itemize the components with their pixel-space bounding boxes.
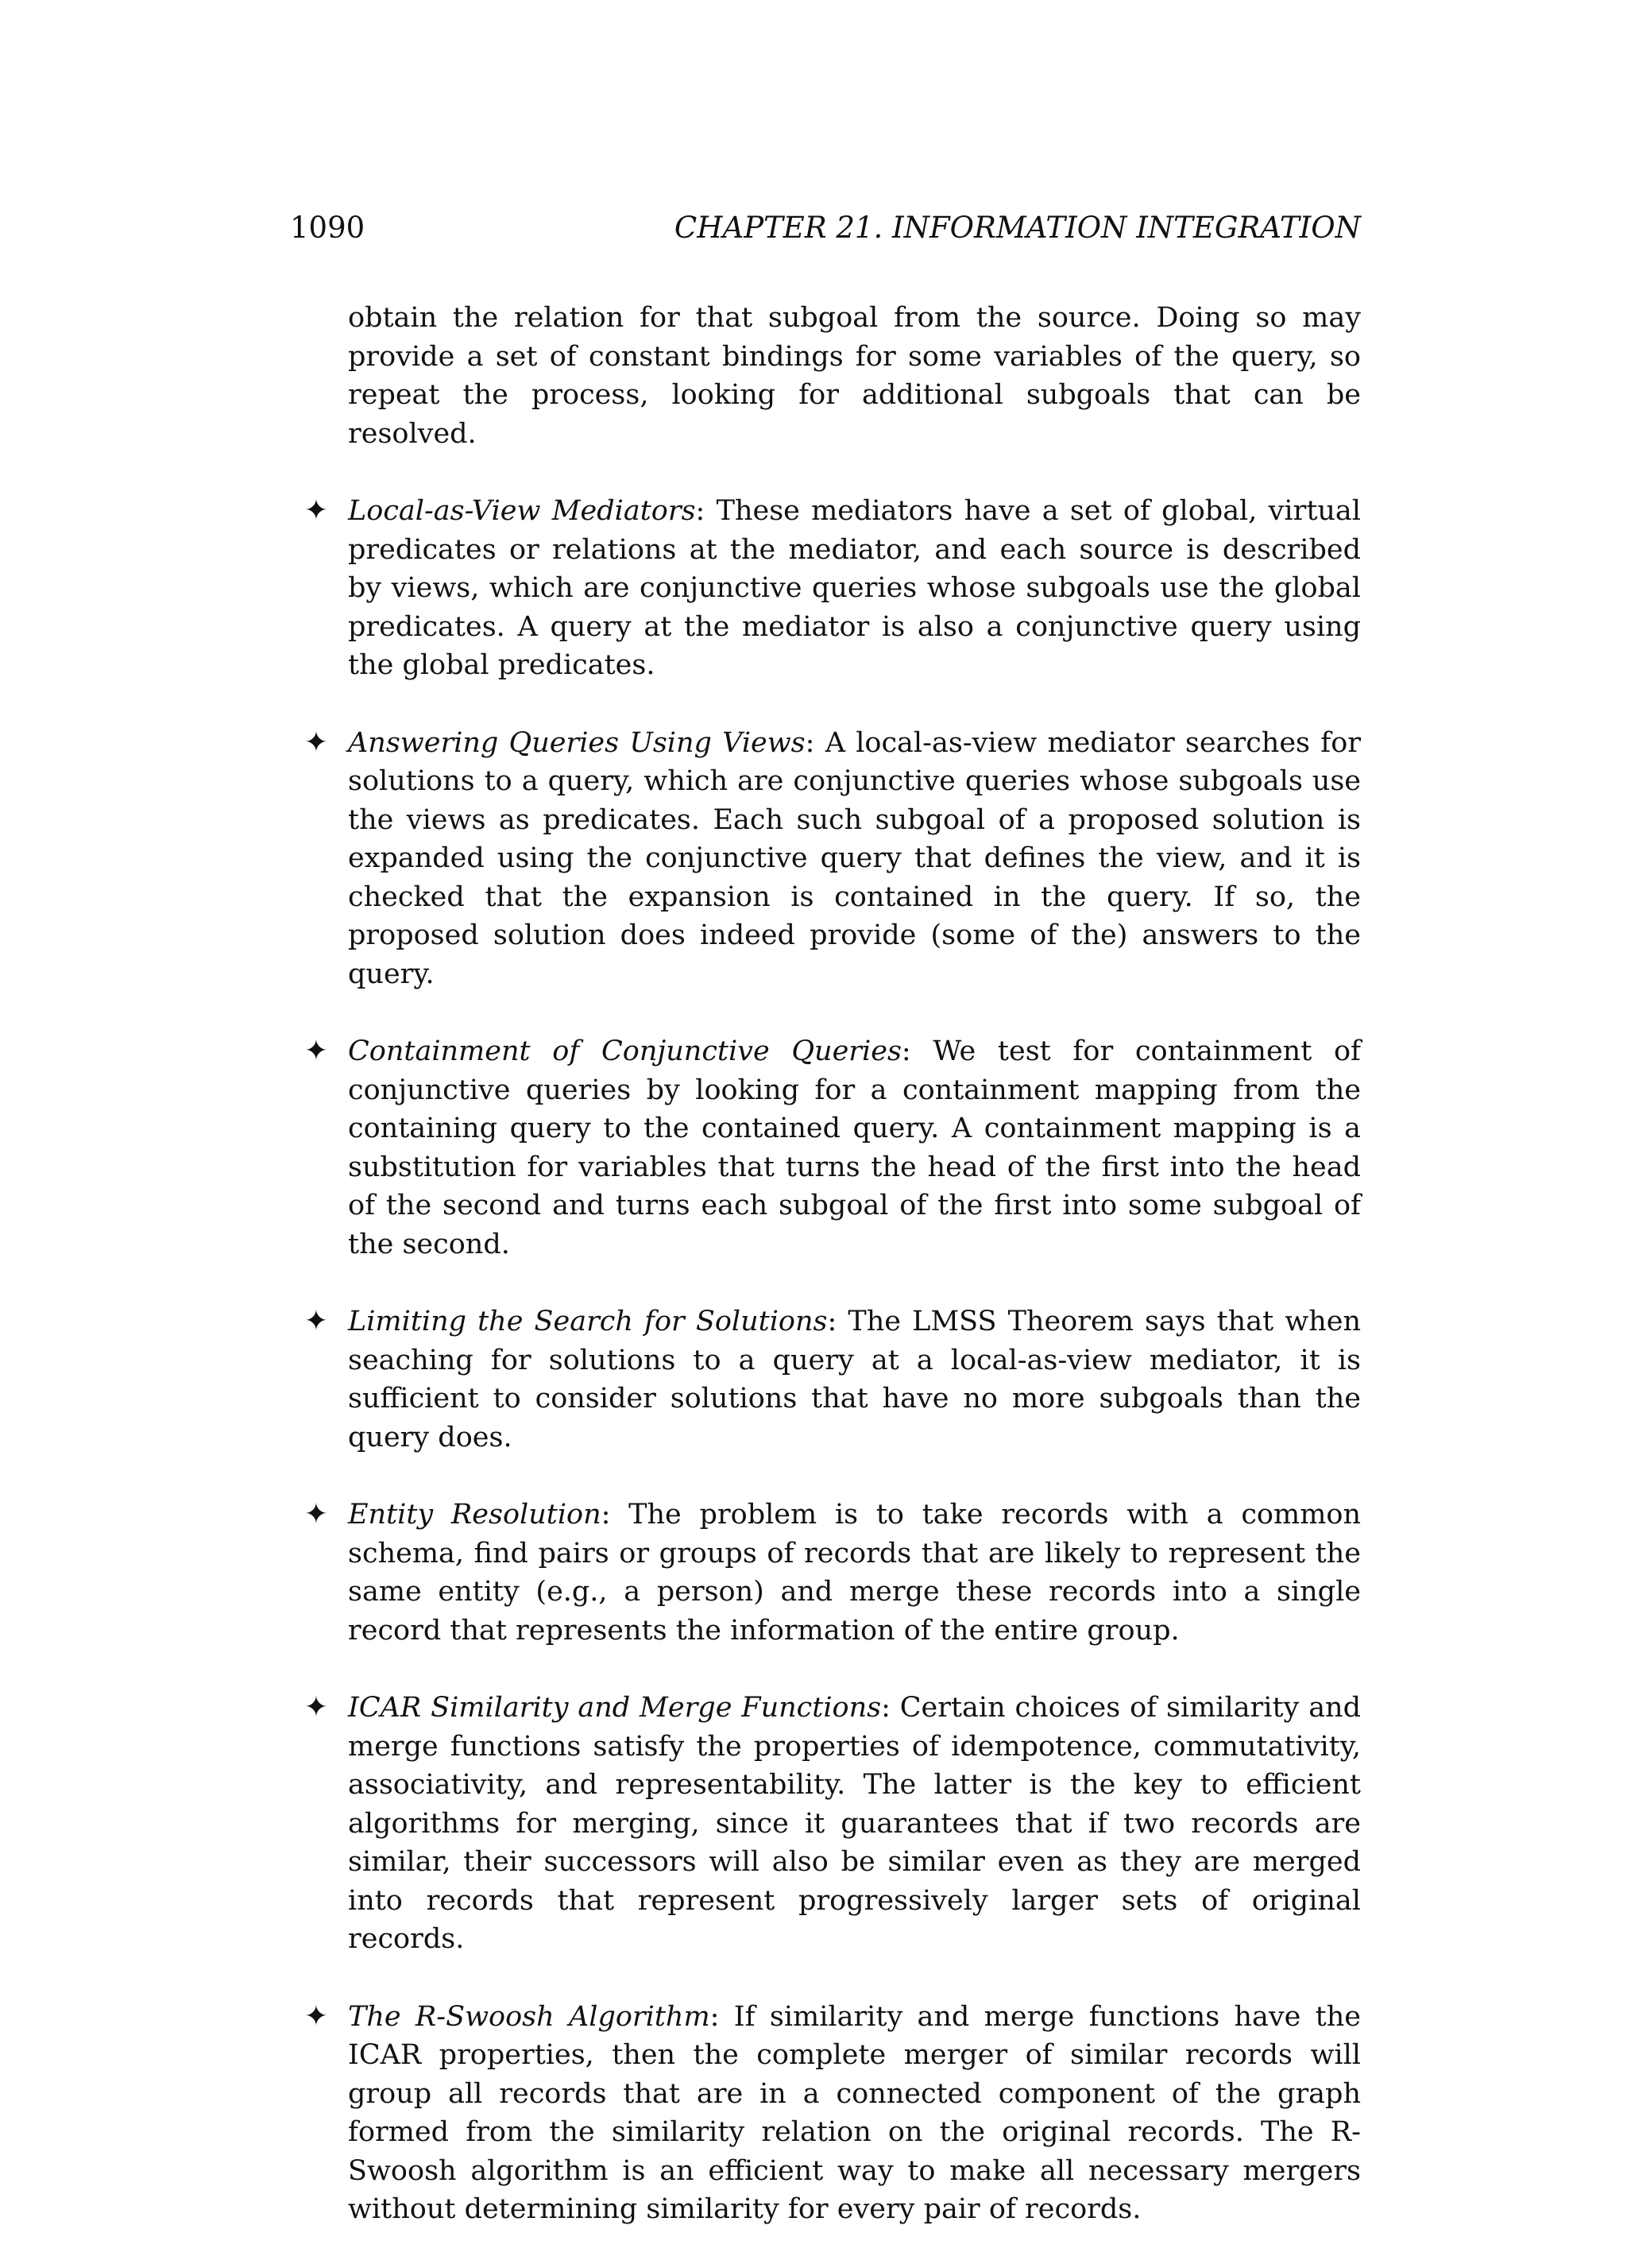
item-text: We test for containment of conjunctive queries by looking for a containment mapping from the containing query to the contained query. A containment mapping is a substitution for variables that turns the head of the first into the head of the second and turns each subgoal of the first into some subgoal of the second. — [348, 1035, 1361, 1260]
item-text: These mediators have a set of global, virtual predicates or relations at the mediator, and each source is described by views, which are conjunctive queries whose subgoals use the global predicates. A query at the mediator is also a conjunctive query using the global predicates. — [348, 495, 1361, 681]
star-bullet-icon: ✦ — [303, 1498, 329, 1531]
summary-content — [303, 299, 1362, 2268]
item-term: ICAR Similarity and Merge Functions — [348, 1692, 882, 1724]
star-bullet-icon: ✦ — [303, 1305, 329, 1337]
item-text: A local-as-view mediator searches for solutions to a query, which are conjunctive queries whose subgoals use the views as predicates. Each such subgoal of a proposed solution is expanded using the conjunctive query that defines the view, and it is checked that the expansion is contained in the query. If so, the proposed solution does indeed provide (some of the) answers to the query. — [348, 726, 1362, 990]
star-bullet-icon: ✦ — [303, 1999, 329, 2033]
item-term: Containment of Conjunctive Queries — [348, 1035, 902, 1067]
item-term: Limiting the Search for Solutions — [348, 1306, 828, 1337]
page-number: 1090 — [290, 211, 365, 245]
summary-item-local-as-view-mediators: ✦ Local-as-View Mediators: These mediators have a set of global, virtual predicates or relations at the mediator, and each source is described by views, which are conjunctive queries whose subgoals use the global predicates. A query at the mediator is also a conjunctive query using the global predicates. — [348, 492, 1361, 685]
item-term: Answering Queries Using Views — [348, 726, 806, 759]
star-bullet-icon: ✦ — [303, 1035, 329, 1067]
summary-item-entity-resolution: ✦ Entity Resolution: The problem is to take records with a common schema, find pairs or groups of records that are likely to represent the same entity (e.g., a person) and merge these records into a single record that represents the information of the entire group. — [348, 1496, 1361, 1650]
summary-item-r-swoosh-algorithm: ✦ The R-Swoosh Algorithm: If similarity and merge functions have the ICAR properties, then the complete merger of similar records will group all records that are in a connected component of the graph formed from the similarity relation on the original records. The R-Swoosh algorithm is an efficient way to make all necessary mergers without determining similarity for every pair of records. — [348, 1998, 1361, 2229]
item-text: Certain choices of similarity and merge functions satisfy the properties of idempotence, commutativity, associativity, and representability. The latter is the key to efficient algorithms for merging, since it guarantees that if two records are similar, their successors will also be similar even as they are merged into records that represent progressively larger sets of original records. — [348, 1692, 1362, 1955]
star-bullet-icon: ✦ — [303, 1691, 329, 1724]
item-term: The R-Swoosh Algorithm — [348, 2000, 710, 2033]
summary-item-limiting-the-search: ✦ Limiting the Search for Solutions: The LMSS Theorem says that when seaching for solutions to a query at a local-as-view mediator, it is sufficient to consider solutions that have no more subgoals than the query does. — [348, 1302, 1361, 1457]
item-text: The problem is to take records with a common schema, find pairs or groups of records that are likely to represent the same entity (e.g., a person) and merge these records into a single record that represents the information of the entire group. — [348, 1499, 1361, 1647]
running-head — [290, 208, 1361, 248]
item-term: Entity Resolution — [348, 1499, 601, 1531]
item-text: The LMSS Theorem says that when seaching for solutions to a query at a local-as-view mediator, it is sufficient to consider solutions that have no more subgoals than the query does. — [348, 1306, 1361, 1453]
summary-item-containment-of-conjunctive-queries: ✦ Containment of Conjunctive Queries: We test for containment of conjunctive queries by looking for a containment mapping from the containing query to the contained query. A containment mapping is a substitution for variables that turns the head of the first into the head of the second and turns each subgoal of the first into some subgoal of the second. — [348, 1032, 1361, 1264]
star-bullet-icon: ✦ — [303, 494, 329, 527]
chapter-title: CHAPTER 21. INFORMATION INTEGRATION — [674, 211, 1361, 245]
summary-item-icar-similarity: ✦ ICAR Similarity and Merge Functions: Certain choices of similarity and merge functions satisfy the properties of idempotence, commutativity, associativity, and representability. The latter is the key to efficient algorithms for merging, since it guarantees that if two records are similar, their successors will also be similar even as they are merged into records that represent progressively larger sets of original records. — [348, 1689, 1361, 1959]
summary-item-answering-queries-using-views: ✦ Answering Queries Using Views: A local-as-view mediator searches for solutions to a query, which are conjunctive queries whose subgoals use the views as predicates. Each such subgoal of a proposed solution is expanded using the conjunctive query that defines the view, and it is checked that the expansion is contained in the query. If so, the proposed solution does indeed provide (some of the) answers to the query. — [348, 724, 1361, 994]
star-bullet-icon: ✦ — [303, 726, 329, 759]
continuation-paragraph: obtain the relation for that subgoal from the source. Doing so may provide a set of constant bindings for some variables of the query, so repeat the process, looking for additional subgoals that can be resolved. — [348, 302, 1361, 450]
item-text: If similarity and merge functions have the ICAR properties, then the complete merger of similar records will group all records that are in a connected component of the graph formed from the similarity relation on the original records. The R-Swoosh algorithm is an efficient way to make all necessary mergers without determining similarity for every pair of records. — [348, 2000, 1362, 2225]
item-term: Local-as-View Mediators — [348, 495, 696, 527]
